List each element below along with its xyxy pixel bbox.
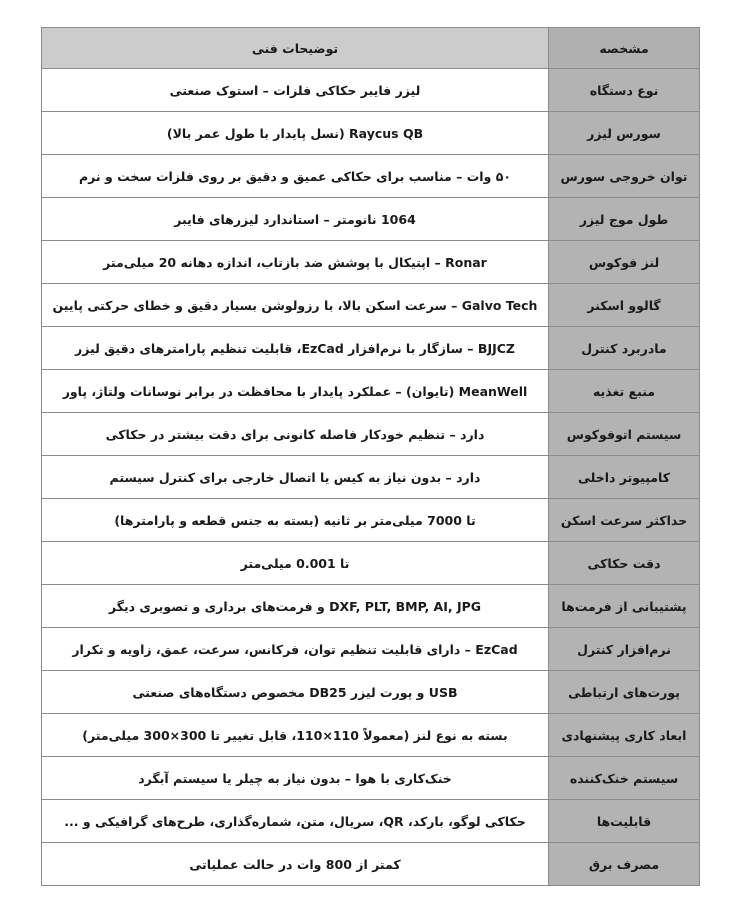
feature-cell: مصرف برق [549, 843, 700, 886]
feature-cell: سورس لیزر [549, 112, 700, 155]
table-row [42, 585, 700, 628]
table-row [42, 284, 700, 327]
table-row [42, 155, 700, 198]
description-cell: تا 7000 میلی‌متر بر ثانیه (بسته به جنس قطعه و پارامترها) [42, 499, 549, 542]
description-cell: لیزر فایبر حکاکی فلزات – استوک صنعتی [42, 69, 549, 112]
table-body [42, 69, 700, 886]
description-cell: USB و پورت لیزر DB25 مخصوص دستگاه‌های صنعتی [42, 671, 549, 714]
feature-cell: لنز فوکوس [549, 241, 700, 284]
description-cell: Ronar – اپتیکال با پوشش ضد بازتاب، اندازه دهانه 20 میلی‌متر [42, 241, 549, 284]
table-row [42, 757, 700, 800]
feature-cell: طول موج لیزر [549, 198, 700, 241]
description-cell: Raycus QB (نسل پایدار با طول عمر بالا) [42, 112, 549, 155]
table-row [42, 628, 700, 671]
feature-cell: پشتیبانی از فرمت‌ها [549, 585, 700, 628]
feature-cell: سیستم خنک‌کننده [549, 757, 700, 800]
description-cell: MeanWell (تایوان) – عملکرد پایدار با محافظت در برابر نوسانات ولتاژ، پاور [42, 370, 549, 413]
table-row [42, 456, 700, 499]
table-row [42, 843, 700, 886]
table-row [42, 413, 700, 456]
spec-table [41, 27, 700, 886]
feature-cell: حداکثر سرعت اسکن [549, 499, 700, 542]
description-cell: کمتر از 800 وات در حالت عملیاتی [42, 843, 549, 886]
description-cell: BJJCZ – سازگار با نرم‌افزار EzCad، قابلیت تنظیم پارامترهای دقیق لیزر [42, 327, 549, 370]
description-cell: 1064 نانومتر – استاندارد لیزرهای فایبر [42, 198, 549, 241]
header-description: توضیحات فنی [42, 28, 549, 69]
feature-cell: منبع تغذیه [549, 370, 700, 413]
table-row [42, 112, 700, 155]
description-cell: بسته به نوع لنز (معمولاً 110×110، قابل تغییر تا 300×300 میلی‌متر) [42, 714, 549, 757]
feature-cell: کامپیوتر داخلی [549, 456, 700, 499]
table-row [42, 800, 700, 843]
description-cell: EzCad – دارای قابلیت تنظیم توان، فرکانس، سرعت، عمق، زاویه و تکرار [42, 628, 549, 671]
feature-cell: نوع دستگاه [549, 69, 700, 112]
description-cell: دارد – بدون نیاز به کیس یا اتصال خارجی برای کنترل سیستم [42, 456, 549, 499]
table-row [42, 671, 700, 714]
description-cell: ۵۰ وات – مناسب برای حکاکی عمیق و دقیق بر روی فلزات سخت و نرم [42, 155, 549, 198]
table-row [42, 542, 700, 585]
table-row [42, 370, 700, 413]
description-cell: DXF, PLT, BMP, AI, JPG و فرمت‌های برداری و تصویری دیگر [42, 585, 549, 628]
feature-cell: سیستم اتوفوکوس [549, 413, 700, 456]
table-row [42, 69, 700, 112]
feature-cell: دقت حکاکی [549, 542, 700, 585]
feature-cell: پورت‌های ارتباطی [549, 671, 700, 714]
table-row [42, 714, 700, 757]
description-cell: دارد – تنظیم خودکار فاصله کانونی برای دقت بیشتر در حکاکی [42, 413, 549, 456]
header-feature: مشخصه [549, 28, 700, 69]
description-cell: حکاکی لوگو، بارکد، QR، سریال، متن، شماره‌گذاری، طرح‌های گرافیکی و ... [42, 800, 549, 843]
description-cell: Galvo Tech – سرعت اسکن بالا، با رزولوشن بسیار دقیق و خطای حرکتی پایین [42, 284, 549, 327]
table-row [42, 241, 700, 284]
feature-cell: نرم‌افزار کنترل [549, 628, 700, 671]
feature-cell: ابعاد کاری پیشنهادی [549, 714, 700, 757]
feature-cell: مادربرد کنترل [549, 327, 700, 370]
feature-cell: قابلیت‌ها [549, 800, 700, 843]
description-cell: تا 0.001 میلی‌متر [42, 542, 549, 585]
description-cell: خنک‌کاری با هوا – بدون نیاز به چیلر یا سیستم آبگرد [42, 757, 549, 800]
table-row [42, 198, 700, 241]
table-header-row [42, 28, 700, 69]
feature-cell: توان خروجی سورس [549, 155, 700, 198]
feature-cell: گالوو اسکنر [549, 284, 700, 327]
table-row [42, 499, 700, 542]
table-row [42, 327, 700, 370]
